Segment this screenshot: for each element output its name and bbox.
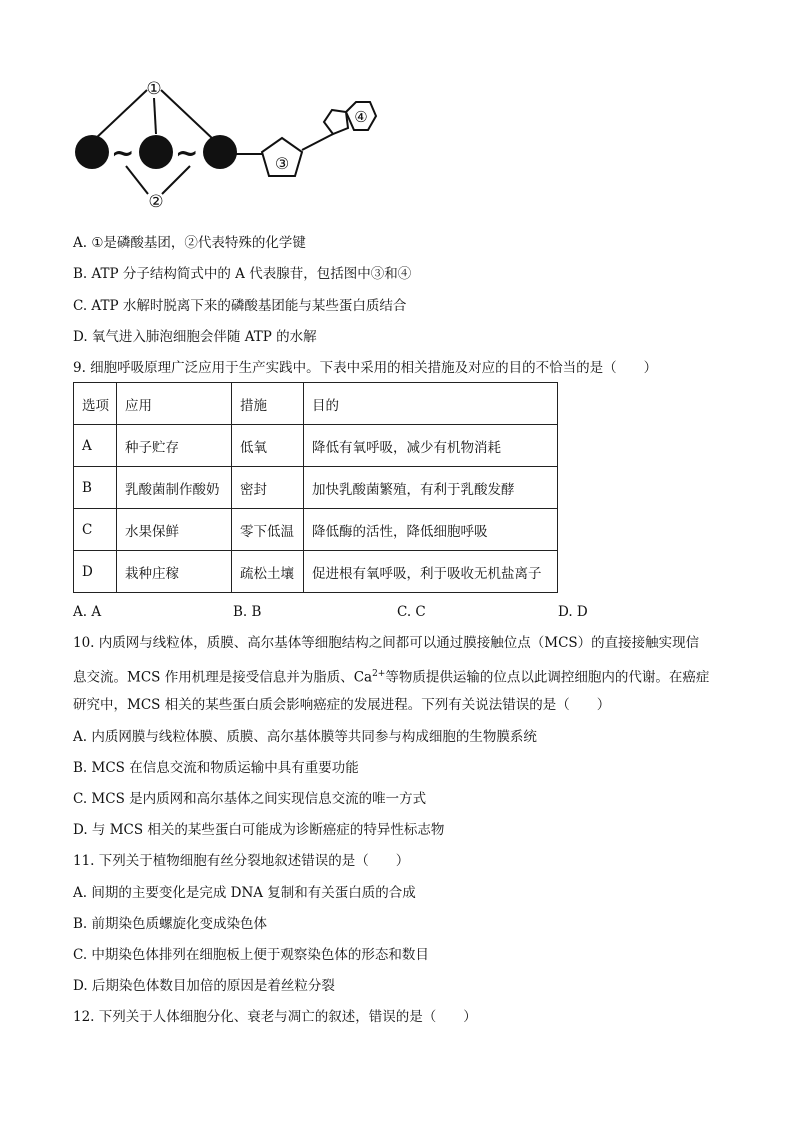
table-row (74, 509, 558, 551)
table-cell: 水果保鲜 (117, 509, 232, 551)
table-cell: 加快乳酸菌繁殖，有利于乳酸发酵 (304, 467, 558, 509)
connector-line (94, 90, 147, 140)
high-energy-bond-symbol: ~ (111, 136, 135, 169)
table-cell: 栽种庄稼 (117, 551, 232, 593)
q10-stem-line-2: 息交流。MCS 作用机理是接受信息并为脂质、$Ca^{2+}$等物质提供运输的位点以此调控细胞内的代谢。在癌症 (73, 669, 710, 686)
table-cell: B (74, 467, 117, 509)
table-row (74, 425, 558, 467)
q9-choice-c: C. C (397, 604, 426, 620)
q11-option-a: A. 间期的主要变化是完成 DNA 复制和有关蛋白质的合成 (73, 885, 416, 901)
q9-stem: 9. 细胞呼吸原理广泛应用于生产实践中。下表中采用的相关措施及对应的目的不恰当的是（ ） (73, 360, 658, 376)
q10-option-c: C. MCS 是内质网和高尔基体之间实现信息交流的唯一方式 (73, 791, 427, 807)
table-row (74, 467, 558, 509)
q9-choice-a: A. A (73, 604, 102, 620)
table-cell: A (74, 425, 117, 467)
header-cell: 应用 (117, 383, 232, 425)
table-header-row (74, 383, 558, 425)
header-cell: 目的 (304, 383, 558, 425)
q10-option-b: B. MCS 在信息交流和物质运输中具有重要功能 (73, 760, 359, 776)
connector-line (126, 166, 148, 194)
q10-option-d: D. 与 MCS 相关的某些蛋白可能成为诊断癌症的特异性标志物 (73, 822, 445, 838)
q8-option-b: B. ATP 分子结构简式中的 A 代表腺苷，包括图中③和④ (73, 266, 412, 282)
q11-option-b: B. 前期染色质螺旋化变成染色体 (73, 916, 268, 932)
q9-table (73, 382, 558, 593)
base-five-ring (324, 110, 348, 134)
header-cell: 选项 (74, 383, 117, 425)
label-ribose: ③ (274, 154, 290, 173)
table-cell: 低氧 (232, 425, 304, 467)
q9-choice-b: B. B (233, 604, 262, 620)
q9-choice-d: D. D (558, 604, 588, 620)
connector-line (154, 98, 156, 134)
table-cell: 降低酶的活性，降低细胞呼吸 (304, 509, 558, 551)
connector-line (302, 134, 333, 150)
table-cell: 促进根有氧呼吸，利于吸收无机盐离子 (304, 551, 558, 593)
q8-option-c: C. ATP 水解时脱离下来的磷酸基团能与某些蛋白质结合 (73, 298, 407, 314)
table-cell: 密封 (232, 467, 304, 509)
table-cell: C (74, 509, 117, 551)
table-cell: 降低有氧呼吸，减少有机物消耗 (304, 425, 558, 467)
label-base: ④ (354, 108, 368, 126)
q10-stem-line-1: 10. 内质网与线粒体，质膜、高尔基体等细胞结构之间都可以通过膜接触位点（MCS）的直接接触实现信 (73, 635, 700, 651)
label-phosphate: ① (146, 79, 162, 99)
q11-stem: 11. 下列关于植物细胞有丝分裂地叙述错误的是（ ） (73, 853, 410, 869)
table-cell: 乳酸菌制作酸奶 (117, 467, 232, 509)
atp-structure-diagram (70, 74, 390, 216)
q10-stem-line-3: 研究中，MCS 相关的某些蛋白质会影响癌症的发展进程。下列有关说法错误的是（ ） (73, 697, 611, 713)
high-energy-bond-symbol: ~ (175, 136, 199, 169)
header-cell: 措施 (232, 383, 304, 425)
q11-option-d: D. 后期染色体数目加倍的原因是着丝粒分裂 (73, 978, 335, 994)
phosphate-ball (139, 135, 173, 169)
q12-stem: 12. 下列关于人体细胞分化、衰老与凋亡的叙述，错误的是（ ） (73, 1009, 477, 1025)
table-cell: 零下低温 (232, 509, 304, 551)
q10-option-a: A. 内质网膜与线粒体膜、质膜、高尔基体膜等共同参与构成细胞的生物膜系统 (73, 729, 537, 745)
table-cell: 种子贮存 (117, 425, 232, 467)
phosphate-ball (203, 135, 237, 169)
phosphate-ball (75, 135, 109, 169)
label-bond: ② (148, 192, 164, 212)
table-cell: D (74, 551, 117, 593)
q8-option-a: A. ①是磷酸基团，②代表特殊的化学键 (73, 235, 306, 251)
table-row (74, 551, 558, 593)
connector-line (162, 166, 190, 194)
table-cell: 疏松土壤 (232, 551, 304, 593)
connector-line (161, 90, 214, 140)
q8-option-d: D. 氧气进入肺泡细胞会伴随 ATP 的水解 (73, 329, 317, 345)
q11-option-c: C. 中期染色体排列在细胞板上便于观察染色体的形态和数目 (73, 947, 429, 963)
